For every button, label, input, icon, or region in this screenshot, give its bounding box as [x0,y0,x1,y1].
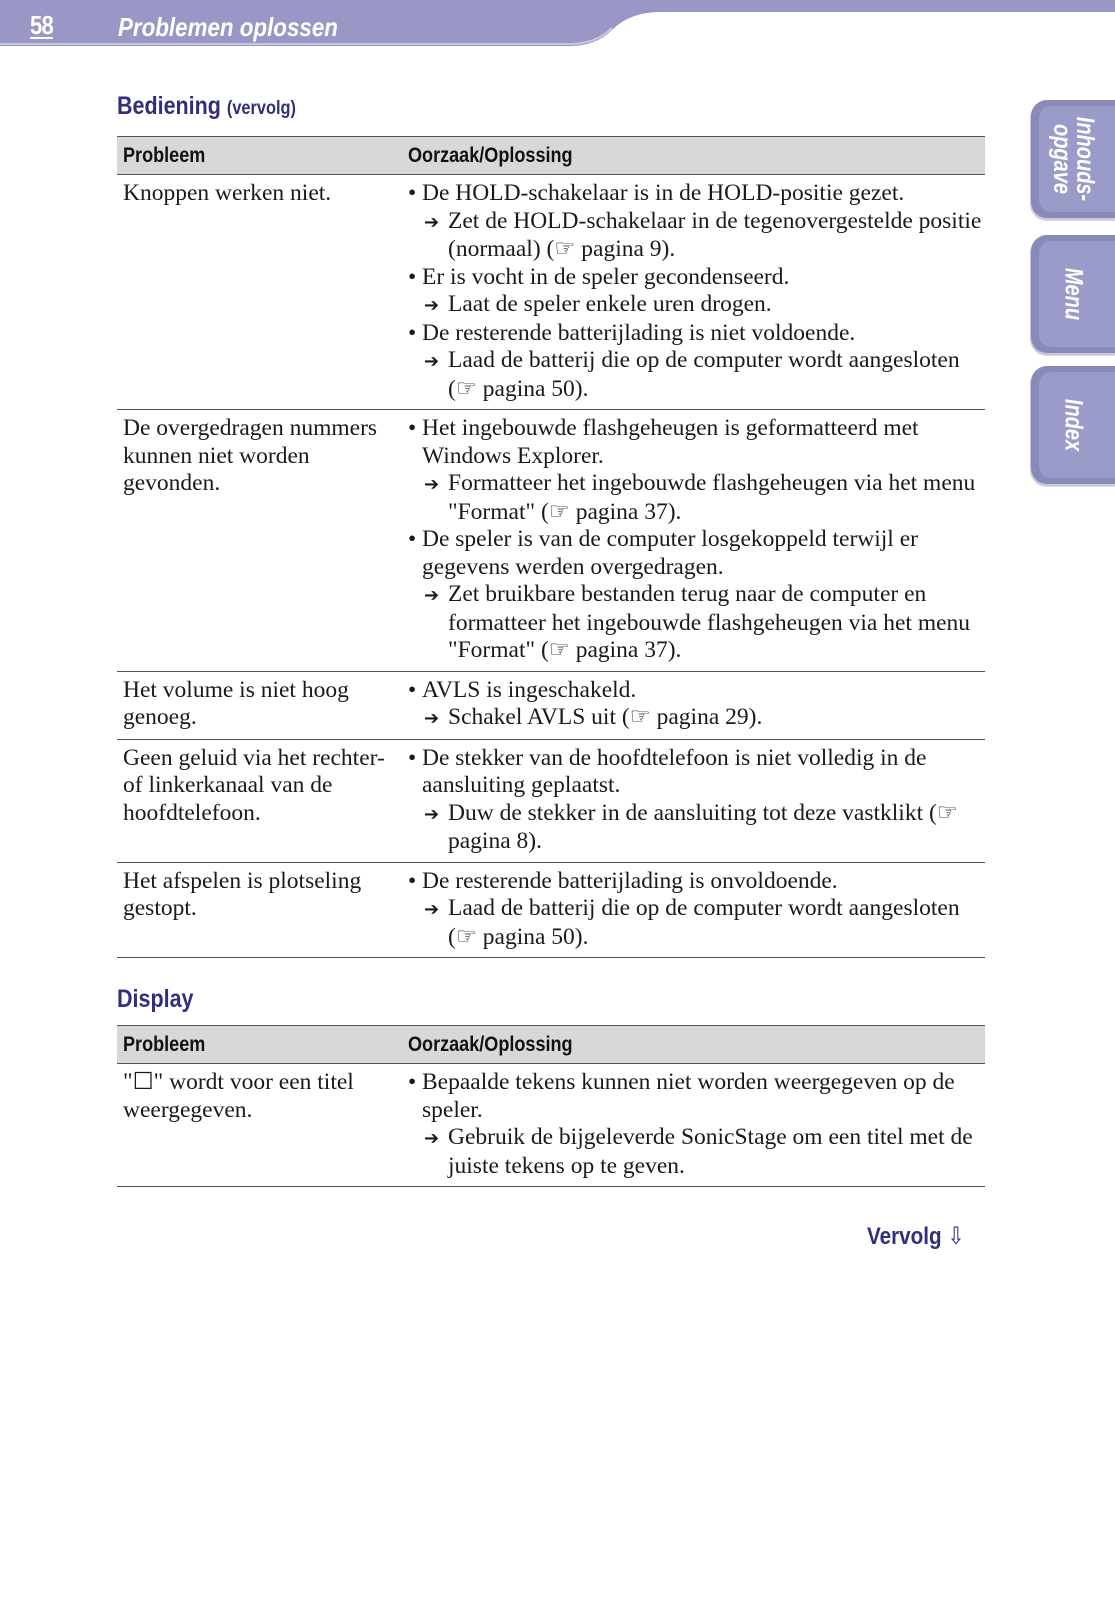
cause-text: Het ingebouwde flashgeheugen is geformatteerd met Windows Explorer. [422,415,919,469]
cause-text: De HOLD-schakelaar is in de HOLD-positie gezet. [422,180,905,206]
continue-link[interactable] [867,1222,965,1251]
remedy-text: Gebruik de bijgeleverde SonicStage om een titel met de juiste tekens op te geven. [448,1124,973,1179]
arrow-right-icon: ➔ [424,585,440,606]
solution-cell [408,868,985,952]
cause-item [408,745,985,800]
cause-item [408,180,985,208]
section-title: Problemen oplossen [118,12,338,42]
table-header [117,136,985,175]
continue-label: Vervolg [867,1223,942,1250]
page-header [0,0,1115,48]
arrow-right-icon: ➔ [424,351,440,372]
solution-cell [408,415,985,665]
operation-heading-suffix: (vervolg) [226,98,296,119]
col-problem: Probleem [123,144,206,167]
arrow-right-icon: ➔ [424,899,440,920]
tab-menu[interactable] [1031,235,1115,353]
table-row [117,863,985,959]
cause-item [408,1069,985,1124]
cause-item [408,264,985,292]
remedy-item [408,581,985,665]
remedy-text: Duw de stekker in de aansluiting tot deze vastklikt (☞ pagina 8). [448,799,958,854]
solution-cell [408,1069,985,1180]
bullet-icon: • [408,676,417,703]
table-row [117,740,985,863]
remedy-item [408,470,985,526]
bullet-icon: • [408,526,417,552]
table-row [117,410,985,672]
problem-cell: Geen geluid via het rechter- of linkerkanaal van de hoofdtelefoon. [123,744,385,826]
arrow-right-icon: ➔ [424,708,440,729]
cause-text: AVLS is ingeschakeld. [422,676,637,703]
remedy-text: Schakel AVLS uit (☞ pagina 29). [448,704,763,730]
remedy-item [408,1124,985,1180]
cause-item [408,320,985,348]
operation-table [117,136,985,958]
cause-text: De stekker van de hoofdtelefoon is niet volledig in de aansluiting geplaatst. [422,744,927,798]
bullet-icon: • [408,867,417,894]
cause-text: De speler is van de computer losgekoppeld terwijl er gegevens werden overgedragen. [422,526,918,580]
problem-cell: "☐" wordt voor een titel weergegeven. [123,1069,354,1123]
remedy-item [408,347,985,403]
remedy-text: Laad de batterij die op de computer wordt aangesloten (☞ pagina 50). [448,895,960,950]
cause-text: Er is vocht in de speler gecondenseerd. [422,263,790,290]
bullet-icon: • [408,180,417,206]
bullet-icon: • [408,1069,417,1095]
table-row [117,175,985,410]
cause-item [408,868,985,896]
remedy-text: Laad de batterij die op de computer wordt aangesloten (☞ pagina 50). [448,347,960,402]
bullet-icon: • [408,415,417,441]
remedy-text: Formatteer het ingebouwde flashgeheugen via het menu "Format" (☞ pagina 37). [448,470,976,525]
problem-cell: Het volume is niet hoog genoeg. [123,676,349,730]
tab-table-of-contents[interactable] [1031,100,1115,218]
arrow-right-icon: ➔ [424,295,440,316]
table-header [117,1025,985,1064]
operation-heading [117,92,296,121]
arrow-down-icon: ⇩ [947,1222,965,1250]
bullet-icon: • [408,744,417,771]
bullet-icon: • [408,263,417,290]
table-row [117,1064,985,1187]
problem-cell: Knoppen werken niet. [123,180,332,206]
remedy-text: Zet bruikbare bestanden terug naar de computer en formatteer het ingebouwde flashgeheugen via het menu "Format" (☞ pagina 37). [448,581,971,663]
cause-text: De resterende batterijlading is onvoldoende. [422,867,838,894]
tab-index-label: Index [1059,398,1088,452]
table-row [117,672,985,740]
col-solution: Oorzaak/Oplossing [408,1033,573,1056]
remedy-text: Zet de HOLD-schakelaar in de tegenovergestelde positie (normaal) (☞ pagina 9). [448,207,982,262]
solution-cell [408,745,985,856]
display-table [117,1025,985,1187]
solution-cell [408,180,985,403]
tab-toc-label: Inhouds- opgave [1048,116,1099,202]
remedy-item [408,208,985,264]
cause-text: De resterende batterijlading is niet voldoende. [422,319,856,346]
arrow-right-icon: ➔ [424,1128,440,1149]
col-solution: Oorzaak/Oplossing [408,144,573,167]
operation-heading-text: Bediening [117,92,221,120]
problem-cell: De overgedragen nummers kunnen niet worden gevonden. [123,415,378,496]
remedy-item [408,704,985,733]
remedy-text: Laat de speler enkele uren drogen. [448,291,772,317]
arrow-right-icon: ➔ [424,474,440,495]
cause-item [408,526,985,581]
solution-cell [408,677,985,733]
bullet-icon: • [408,319,417,346]
arrow-right-icon: ➔ [424,803,440,825]
remedy-item [408,291,985,320]
page-number: 58 [30,10,53,40]
problem-cell: Het afspelen is plotseling gestopt. [123,867,362,921]
cause-item [408,677,985,705]
tab-index[interactable] [1031,366,1115,484]
remedy-item [408,895,985,951]
cause-text: Bepaalde tekens kunnen niet worden weergegeven op de speler. [422,1069,955,1123]
display-heading: Display [117,985,194,1013]
tab-menu-label: Menu [1059,267,1088,321]
arrow-right-icon: ➔ [424,211,440,233]
col-problem: Probleem [123,1033,206,1056]
remedy-item [408,800,985,856]
cause-item [408,415,985,470]
